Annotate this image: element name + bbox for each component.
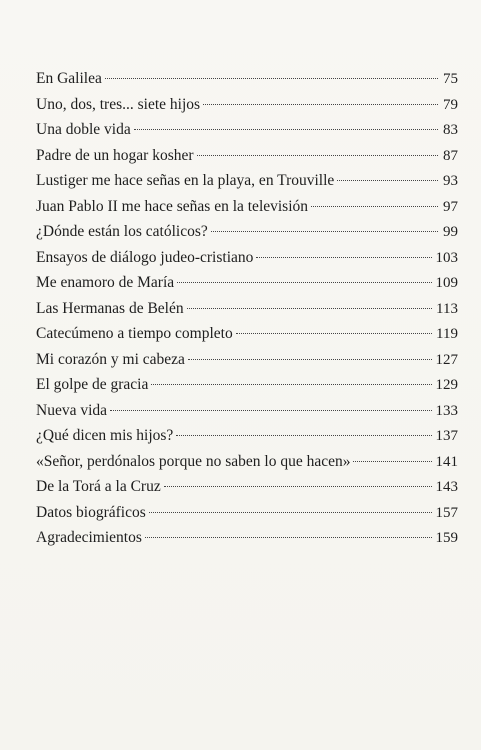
dot-leader	[187, 307, 432, 309]
toc-entry-page: 75	[443, 71, 458, 87]
dot-leader	[353, 460, 431, 462]
toc-entry-title: Uno, dos, tres... siete hijos	[36, 95, 201, 113]
dot-leader	[337, 179, 438, 181]
toc-entry	[36, 500, 458, 526]
toc-entry	[36, 474, 458, 500]
dot-leader	[145, 536, 432, 538]
toc-entry-page: 103	[435, 249, 458, 266]
dot-leader	[134, 128, 438, 130]
dot-leader	[176, 434, 431, 436]
toc-entry	[36, 66, 458, 92]
toc-entry-title: Me enamoro de María	[36, 274, 175, 291]
toc-entry-page: 127	[435, 351, 458, 368]
toc-entry	[36, 449, 458, 475]
toc-entry	[36, 143, 458, 169]
toc-entry-page: 113	[436, 300, 458, 317]
toc-entry	[36, 117, 458, 143]
toc-entry-page: 87	[443, 147, 458, 164]
dot-leader	[149, 511, 432, 513]
toc-entry-page: 159	[435, 530, 458, 546]
toc-entry-page: 99	[443, 224, 458, 240]
toc-entry-title: En Galilea	[36, 70, 102, 87]
toc-entry-title: «Señor, perdónalos porque no saben lo que hacen»	[36, 452, 351, 470]
dot-leader	[311, 205, 438, 207]
toc-entry-title: Una doble vida	[36, 121, 131, 138]
toc-entry	[36, 194, 458, 220]
table-of-contents	[36, 66, 458, 551]
toc-entry	[36, 168, 458, 194]
dot-leader	[110, 409, 431, 411]
dot-leader	[203, 103, 438, 105]
toc-entry-page: 143	[435, 479, 458, 495]
toc-entry	[36, 245, 458, 271]
toc-entry-page: 137	[435, 428, 458, 444]
toc-entry-page: 141	[435, 453, 458, 470]
toc-entry	[36, 321, 458, 347]
dot-leader	[164, 485, 432, 487]
toc-entry	[36, 423, 458, 449]
toc-entry	[36, 525, 458, 551]
toc-entry-title: Mi corazón y mi cabeza	[36, 350, 185, 368]
toc-entry-title: El golpe de gracia	[36, 376, 149, 393]
dot-leader	[105, 77, 438, 79]
toc-entry	[36, 219, 458, 245]
toc-entry-title: De la Torá a la Cruz	[36, 478, 161, 495]
toc-entry-page: 93	[443, 173, 458, 189]
toc-entry-title: Nueva vida	[36, 401, 108, 419]
toc-entry-title: Lustiger me hace señas en la playa, en Trouville	[36, 172, 335, 189]
toc-entry	[36, 347, 458, 373]
toc-entry-title: Datos biográficos	[36, 503, 146, 521]
toc-entry-title: Las Hermanas de Belén	[36, 299, 184, 317]
toc-entry-page: 157	[435, 504, 458, 521]
toc-entry-title: Padre de un hogar kosher	[36, 146, 194, 164]
toc-entry-page: 119	[436, 326, 458, 342]
toc-entry-title: Juan Pablo II me hace señas en la televisión	[36, 197, 309, 215]
dot-leader	[256, 256, 431, 258]
toc-entry	[36, 296, 458, 322]
dot-leader	[151, 383, 431, 385]
toc-entry	[36, 92, 458, 118]
dot-leader	[197, 154, 438, 156]
dot-leader	[211, 230, 438, 232]
toc-entry-page: 129	[435, 377, 458, 393]
toc-entry	[36, 398, 458, 424]
toc-entry-title: Ensayos de diálogo judeo-cristiano	[36, 248, 254, 266]
toc-entry	[36, 270, 458, 296]
dot-leader	[177, 281, 431, 283]
toc-entry-title: Catecúmeno a tiempo completo	[36, 325, 233, 342]
toc-entry-title: ¿Qué dicen mis hijos?	[36, 427, 174, 444]
dot-leader	[236, 332, 432, 334]
dot-leader	[188, 358, 432, 360]
toc-entry-title: ¿Dónde están los católicos?	[36, 223, 208, 240]
toc-entry-page: 83	[443, 122, 458, 138]
toc-entry-page: 109	[435, 275, 458, 291]
toc-entry-title: Agradecimientos	[36, 529, 142, 546]
toc-entry-page: 97	[443, 198, 458, 215]
toc-entry-page: 79	[443, 96, 458, 113]
toc-entry-page: 133	[435, 402, 458, 419]
toc-entry	[36, 372, 458, 398]
